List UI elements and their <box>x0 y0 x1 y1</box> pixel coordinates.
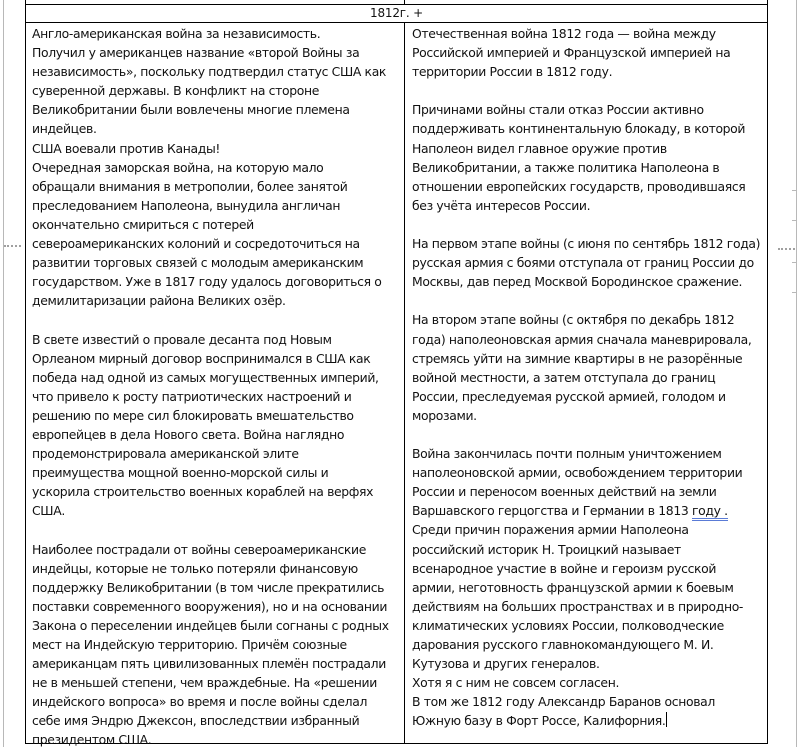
text-line: американцам пять цивилизованных племён пострадали <box>32 656 386 672</box>
text-line: ускорила строительство военных кораблей на верфях <box>32 484 374 500</box>
table-header-cell[interactable] <box>26 5 767 23</box>
text-line: мест на Индейскую территорию. Причём союзные <box>32 637 347 652</box>
right-text-cell[interactable] <box>412 23 768 730</box>
text-line: не в меньшей степени, чем враждебные. На «решении <box>32 675 377 691</box>
text-line: поддерживать континентальную блокаду, в которой <box>412 121 746 137</box>
left-text-cell[interactable] <box>32 23 402 750</box>
text-line: Великобритании, а также политика Наполеона в <box>412 159 720 175</box>
grammar-flagged-word[interactable]: году . <box>692 503 728 521</box>
text-line: Наиболее пострадали от войны североамериканские <box>32 541 367 557</box>
text-line: климатических условиях России, полководческие <box>412 617 724 633</box>
text-line: поддержку Великобритании (в том числе прекратились <box>32 579 385 595</box>
left-margin-marker <box>4 245 21 247</box>
text-line: русская армия с боями отступала от границ России до <box>412 255 754 271</box>
text-line: морозами. <box>412 407 477 423</box>
text-line: Отечественная война 1812 года — война между <box>412 26 716 41</box>
text-line: обращали внимания в метрополии, более занятой <box>32 178 348 194</box>
text-line: всенародное участие в войне и героизм русской <box>412 560 717 576</box>
text-segment: Южную базу в Форт Россе, Калифорния. <box>412 713 666 729</box>
text-line: демилитаризации района Великих озёр. <box>32 293 286 309</box>
text-line: поставки современного вооружения), но и на основании <box>32 598 388 614</box>
text-line: армии, неготовность французской армии к боевым <box>412 579 734 595</box>
text-line: развитии торговых связей с молодым американским <box>32 255 364 271</box>
text-line: дарования русского главнокомандующего М. И. <box>412 637 714 652</box>
text-line: стремясь уйти на зимние квартиры в не разорённые <box>412 350 743 366</box>
text-line: европейцев в дела Нового света. Война наглядно <box>32 426 345 442</box>
text-line: североамериканских колоний и сосредоточиться на <box>32 236 360 252</box>
ruler-tick <box>792 292 797 293</box>
empty-line <box>32 520 402 539</box>
text-line: Получил у американцев название «второй Войны за <box>32 45 360 61</box>
text-line: Кутузова и других генералов. <box>412 656 600 672</box>
empty-line <box>412 81 768 100</box>
text-line: Англо-американская война за независимость. <box>32 26 321 41</box>
text-line: На втором этапе войны (с октября по декабрь 1812 <box>412 312 735 328</box>
text-cursor <box>666 712 667 727</box>
text-line: индейцы, которые не только потеряли финансовую <box>32 560 358 576</box>
right-margin-marker <box>778 248 795 250</box>
text-line: без учёта интересов России. <box>412 197 591 213</box>
header-text: 1812г. + <box>370 6 423 20</box>
text-line: Москвы, дав перед Москвой Бородинское сражение. <box>412 274 743 290</box>
page-left-edge <box>3 0 4 747</box>
text-line: отношении европейских государств, проводившаяся <box>412 178 746 194</box>
text-line: наполеоновской армии, освобождением территории <box>412 465 743 481</box>
text-line: США воевали против Канады! <box>32 140 220 156</box>
text-line: года) наполеоновская армия сначала маневрировала, <box>412 331 752 347</box>
empty-line <box>412 425 768 444</box>
text-line: В том же 1812 году Александр Баранов основал <box>412 694 715 710</box>
text-line: государством. Уже в 1817 году удалось договориться о <box>32 274 382 290</box>
text-line: преследованием Наполеона, вынудила англичан <box>32 197 341 213</box>
text-line: что привело к росту патриотических настроений и <box>32 388 352 404</box>
text-line: Закона о переселении индейцев были согнаны с родных <box>32 617 389 633</box>
text-line: территории России в 1812 году. <box>412 64 613 80</box>
text-line: индейского вопроса» во время и после войны сделал <box>32 694 368 710</box>
text-line <box>412 711 768 730</box>
text-line: независимость», поскольку подтвердил статус США как <box>32 64 387 80</box>
text-line: решению по мере сил блокировать вмешательство <box>32 407 354 423</box>
text-line: Очередная заморская война, на которую мало <box>32 159 324 175</box>
text-line: На первом этапе войны (с июня по сентябрь 1812 года) <box>412 236 761 252</box>
empty-line <box>412 215 768 234</box>
text-line: войной местности, а затем отступала до границ <box>412 369 716 385</box>
column-divider[interactable] <box>404 23 405 743</box>
text-line: победа над одной из самых могущественных империй, <box>32 369 379 385</box>
text-line: Причинами войны стали отказ России активно <box>412 102 704 118</box>
text-line: президентом США. <box>32 732 152 748</box>
text-line: Наполеон видел главное оружие против <box>412 140 667 156</box>
text-line: Среди причин поражения армии Наполеона <box>412 522 689 538</box>
text-line: Орлеаном мирный договор воспринимался в США как <box>32 350 371 366</box>
ruler-tick <box>792 262 797 263</box>
text-line: действиям на больших пространствах и в природно- <box>412 598 744 614</box>
text-line: России и переносом военных действий на земли <box>412 484 717 500</box>
text-line: Российской империей и Французской империей на <box>412 45 731 61</box>
cell-divider <box>404 0 405 4</box>
text-line: преимущества мощной военно-морской силы и <box>32 465 329 481</box>
text-line: Хотя я с ним не совсем согласен. <box>412 675 620 691</box>
text-line: себе имя Эндрю Джексон, впоследствии избранный <box>32 713 360 729</box>
empty-line <box>32 310 402 329</box>
ruler-tick <box>792 220 797 221</box>
page-right-edge <box>796 0 797 747</box>
text-line: продемонстрировала американской элите <box>32 446 299 462</box>
empty-line <box>412 291 768 310</box>
text-line: суверенной державы. В конфликт на стороне <box>32 83 319 99</box>
text-line: российский историк Н. Троицкий называет <box>412 541 681 557</box>
text-line <box>412 501 768 520</box>
text-line: индейцев. <box>32 121 97 137</box>
text-line: США. <box>32 503 65 519</box>
text-line: Великобритании были вовлечены многие племена <box>32 102 350 118</box>
document-table <box>25 0 768 748</box>
ruler-tick <box>792 190 797 191</box>
text-line: Война закончилась почти полным уничтожением <box>412 446 722 462</box>
text-line: В свете известий о провале десанта под Новым <box>32 331 332 347</box>
text-line: окончательно смириться с потерей <box>32 216 254 232</box>
text-line: России, преследуемая русской армией, голодом и <box>412 388 726 404</box>
text-segment: Варшавского герцогства и Германии в 1813 <box>412 503 692 519</box>
